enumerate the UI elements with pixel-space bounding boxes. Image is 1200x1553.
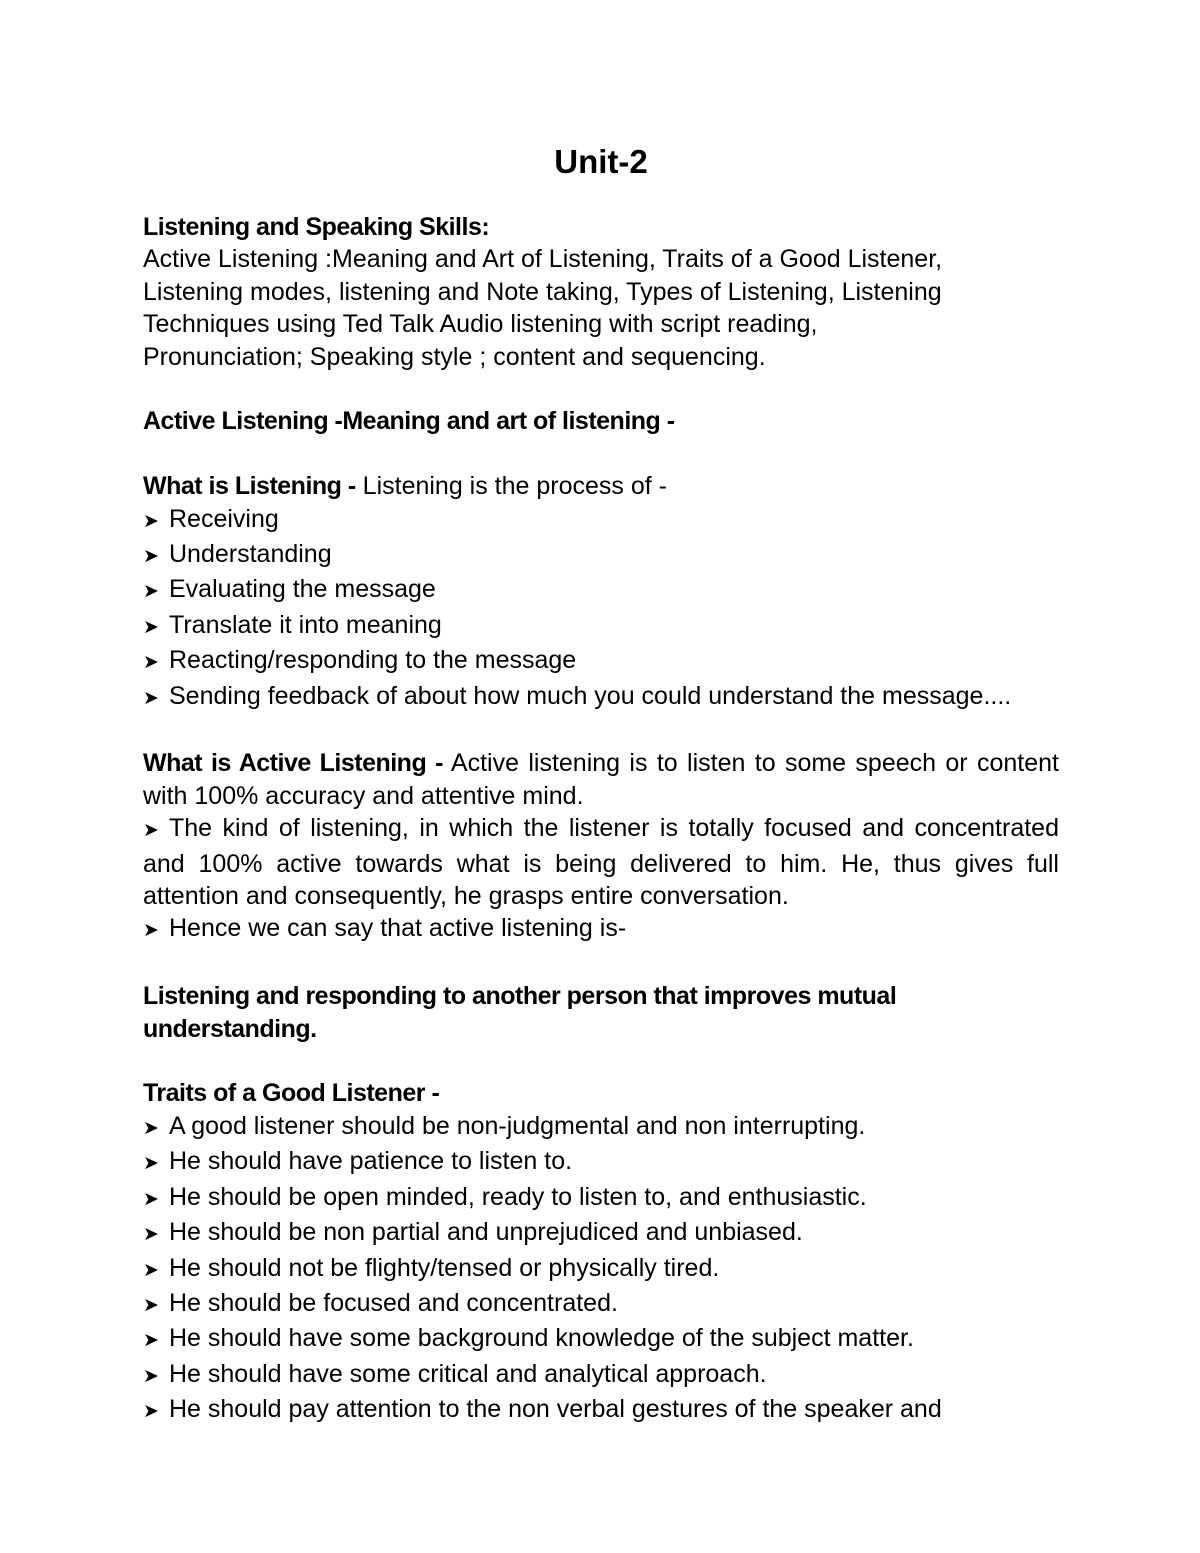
list-item: ➤ He should pay attention to the non verbal gestures of the speaker and [143, 1393, 1059, 1428]
arrow-bullet-icon: ➤ [143, 1117, 159, 1139]
active-listening-text: Active listening is to listen to some speech or content with 100% accuracy and attentive mind. [143, 749, 1059, 810]
list-item: ➤ He should have patience to listen to. [143, 1145, 1059, 1180]
intro-line: Active Listening :Meaning and Art of Listening, Traits of a Good Listener, [143, 245, 943, 274]
list-item: ➤ Evaluating the message [143, 573, 1059, 608]
list-item: ➤ Reacting/responding to the message [143, 644, 1059, 679]
list-item: ➤ Hence we can say that active listening is- [143, 912, 1059, 947]
intro-line: Pronunciation; Speaking style ; content and sequencing. [143, 342, 766, 371]
traits-heading: Traits of a Good Listener - [143, 1079, 440, 1108]
list-item: ➤ Receiving [143, 503, 1059, 538]
document-page [143, 140, 1059, 1429]
page-title: Unit-2 [554, 143, 648, 180]
list-item: ➤ A good listener should be non-judgmental and non interrupting. [143, 1110, 1059, 1145]
section-heading-active-listening: Active Listening -Meaning and art of listening - [143, 407, 675, 436]
arrow-bullet-icon: ➤ [143, 616, 159, 638]
arrow-bullet-icon: ➤ [143, 581, 159, 603]
arrow-bullet-icon: ➤ [143, 546, 159, 568]
list-item: ➤ Sending feedback of about how much you could understand the message.... [143, 680, 1059, 715]
arrow-bullet-icon: ➤ [143, 652, 159, 674]
list-item: ➤ Understanding [143, 538, 1059, 573]
intro-line: Techniques using Ted Talk Audio listening with script reading, [143, 310, 818, 339]
active-listening-summary: Listening and responding to another person that improves mutual understanding. [143, 982, 897, 1043]
intro-line: Listening modes, listening and Note taking, Types of Listening, Listening [143, 277, 942, 306]
list-item: ➤ He should be focused and concentrated. [143, 1287, 1059, 1322]
listening-definition [143, 470, 1059, 502]
intro-heading: Listening and Speaking Skills: [143, 213, 490, 241]
list-item: ➤ He should be open minded, ready to listen to, and enthusiastic. [143, 1181, 1059, 1216]
arrow-bullet-icon: ➤ [143, 1188, 159, 1210]
list-item: ➤ He should not be flighty/tensed or physically tired. [143, 1252, 1059, 1287]
list-item: ➤ He should have some background knowledge of the subject matter. [143, 1322, 1059, 1357]
list-item: ➤ He should be non partial and unprejudiced and unbiased. [143, 1216, 1059, 1251]
arrow-bullet-icon: ➤ [143, 1259, 159, 1281]
arrow-bullet-icon: ➤ [143, 687, 159, 709]
arrow-bullet-icon: ➤ [143, 1330, 159, 1352]
arrow-bullet-icon: ➤ [143, 920, 159, 942]
arrow-bullet-icon: ➤ [143, 510, 159, 532]
traits-bullet-list [143, 1110, 1059, 1429]
list-item: ➤ The kind of listening, in which the listener is totally focused and concentrated and 100% active towards what is being delivered to him. He, thus gives full attention and consequently, he grasps entire conversation. [143, 814, 1059, 911]
arrow-bullet-icon: ➤ [143, 1294, 159, 1316]
list-item: ➤ He should have some critical and analytical approach. [143, 1358, 1059, 1393]
arrow-bullet-icon: ➤ [143, 1401, 159, 1423]
arrow-bullet-icon: ➤ [143, 1153, 159, 1175]
active-listening-bullet-list [143, 812, 1059, 948]
active-listening-heading: What is Active Listening - [143, 749, 443, 778]
arrow-bullet-icon: ➤ [143, 1224, 159, 1246]
listening-bullet-list [143, 503, 1059, 715]
listening-heading: What is Listening - [143, 472, 356, 501]
list-item: ➤ Translate it into meaning [143, 609, 1059, 644]
active-listening-definition [143, 747, 1059, 812]
listening-text: Listening is the process of - [355, 472, 667, 501]
arrow-bullet-icon: ➤ [143, 1365, 159, 1387]
arrow-bullet-icon: ➤ [143, 820, 159, 842]
